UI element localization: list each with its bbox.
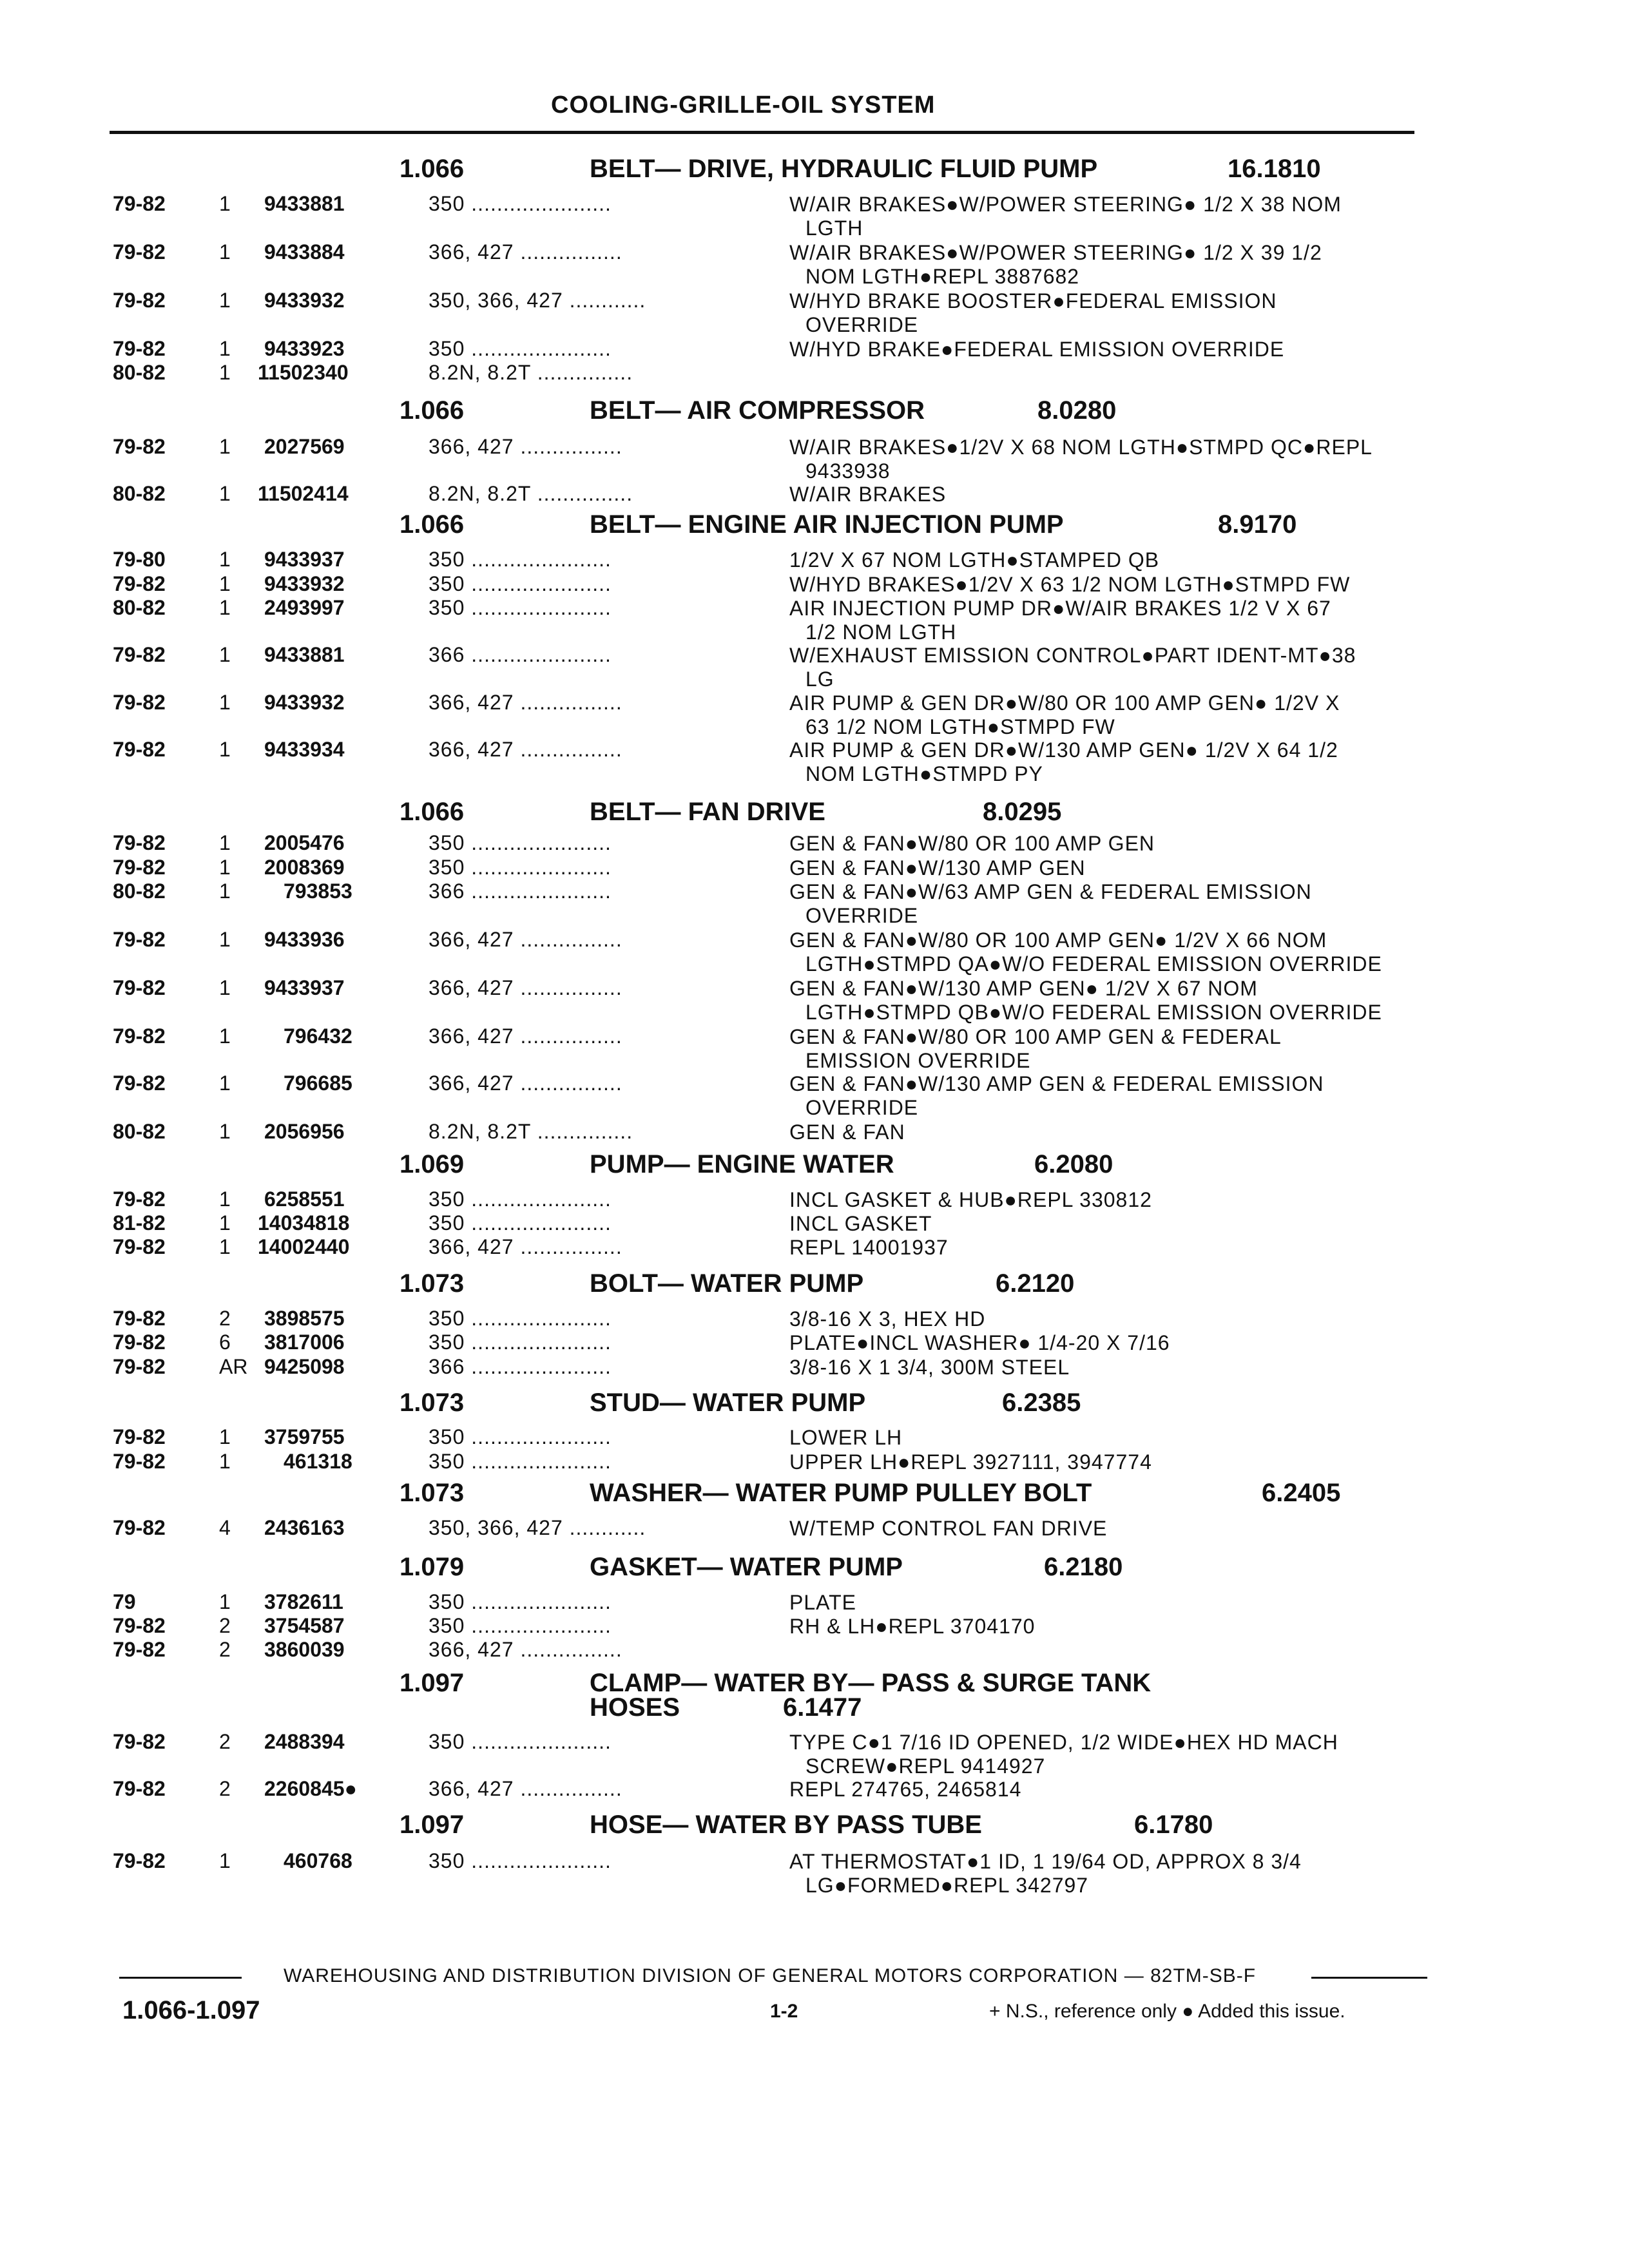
part-number: 2436163 xyxy=(264,1516,345,1539)
section-title: BELT— FAN DRIVE xyxy=(590,798,825,826)
engine-models: 350 ...................... xyxy=(429,192,612,215)
page-number: 1-2 xyxy=(770,2001,798,2022)
footer-rule-right xyxy=(1311,1977,1427,1979)
part-number: 14034818 xyxy=(258,1211,350,1235)
part-description: W/AIR BRAKES●W/POWER STEERING● 1/2 X 39 1/2 xyxy=(789,241,1322,264)
part-description-continued: NOM LGTH●REPL 3887682 xyxy=(805,265,1080,288)
engine-models: 366 ...................... xyxy=(429,1355,612,1378)
model-year: 79-82 xyxy=(113,1187,166,1211)
part-description: GEN & FAN●W/63 AMP GEN & FEDERAL EMISSION xyxy=(789,880,1312,903)
model-year: 79-82 xyxy=(113,1849,166,1872)
engine-models: 366, 427 ................ xyxy=(429,1638,622,1661)
part-description: W/AIR BRAKES xyxy=(789,483,947,506)
section-code: 1.079 xyxy=(400,1553,465,1581)
part-number: 9433881 xyxy=(264,192,345,215)
part-description-continued: 63 1/2 NOM LGTH●STMPD FW xyxy=(805,715,1115,738)
model-year: 79-82 xyxy=(113,435,166,458)
model-year: 79-82 xyxy=(113,1730,166,1753)
model-year: 80-82 xyxy=(113,482,166,505)
part-number: 3860039 xyxy=(264,1638,345,1661)
part-number: 460768 xyxy=(284,1849,352,1872)
part-description: AIR INJECTION PUMP DR●W/AIR BRAKES 1/2 V X 67 xyxy=(789,597,1331,620)
engine-models: 366, 427 ................ xyxy=(429,691,622,714)
part-description-continued: OVERRIDE xyxy=(805,904,919,927)
part-description: GEN & FAN●W/130 AMP GEN xyxy=(789,856,1086,879)
quantity: 2 xyxy=(219,1777,231,1800)
quantity: 2 xyxy=(219,1638,231,1661)
part-description: LOWER LH xyxy=(789,1426,903,1449)
engine-models: 350 ...................... xyxy=(429,856,612,879)
engine-models: 350 ...................... xyxy=(429,572,612,595)
quantity: 1 xyxy=(219,976,231,999)
section-title-continued: HOSES xyxy=(590,1693,680,1722)
part-number: 9433923 xyxy=(264,337,345,360)
section-title: STUD— WATER PUMP xyxy=(590,1389,866,1417)
part-description-continued: LG xyxy=(805,668,834,691)
model-year: 79-80 xyxy=(113,548,166,571)
part-description: PLATE xyxy=(789,1591,856,1614)
part-description: AIR PUMP & GEN DR●W/130 AMP GEN● 1/2V X 64 1/2 xyxy=(789,738,1338,762)
engine-models: 366 ...................... xyxy=(429,643,612,666)
section-code: 1.066 xyxy=(400,155,465,183)
model-year: 79-82 xyxy=(113,289,166,312)
quantity: 1 xyxy=(219,240,231,264)
footer-legend: + N.S., reference only ● Added this issue. xyxy=(989,2001,1345,2022)
part-description: W/HYD BRAKE BOOSTER●FEDERAL EMISSION xyxy=(789,289,1277,312)
model-year: 79-82 xyxy=(113,1450,166,1473)
part-description: GEN & FAN xyxy=(789,1120,905,1144)
part-description: UPPER LH●REPL 3927111, 3947774 xyxy=(789,1450,1152,1474)
section-title: WASHER— WATER PUMP PULLEY BOLT xyxy=(590,1479,1092,1507)
engine-models: 366, 427 ................ xyxy=(429,240,622,264)
engine-models: 350 ...................... xyxy=(429,548,612,571)
quantity: 1 xyxy=(219,928,231,951)
quantity: 1 xyxy=(219,1590,231,1613)
part-number: 2008369 xyxy=(264,856,345,879)
section-reference: 6.2405 xyxy=(1262,1479,1341,1507)
section-code: 1.073 xyxy=(400,1389,465,1417)
quantity: 1 xyxy=(219,337,231,360)
part-number: 9433936 xyxy=(264,928,345,951)
engine-models: 350 ...................... xyxy=(429,1614,612,1637)
quantity: 1 xyxy=(219,643,231,666)
section-reference: 6.2180 xyxy=(1044,1553,1123,1581)
part-number: 2005476 xyxy=(264,831,345,854)
part-description-continued: SCREW●REPL 9414927 xyxy=(805,1754,1046,1778)
model-year: 79-82 xyxy=(113,1777,166,1800)
engine-models: 350 ...................... xyxy=(429,1331,612,1354)
part-description: W/EXHAUST EMISSION CONTROL●PART IDENT-MT●38 xyxy=(789,644,1356,667)
model-year: 79-82 xyxy=(113,1425,166,1448)
part-description-continued: OVERRIDE xyxy=(805,313,919,336)
engine-models: 350 ...................... xyxy=(429,1307,612,1330)
part-description: PLATE●INCL WASHER● 1/4-20 X 7/16 xyxy=(789,1331,1170,1354)
part-number: 2493997 xyxy=(264,596,345,619)
part-number: 3782611 xyxy=(264,1590,343,1613)
part-number: 9433934 xyxy=(264,738,345,761)
part-description: 3/8-16 X 1 3/4, 300M STEEL xyxy=(789,1356,1070,1379)
section-reference: 6.1780 xyxy=(1134,1811,1213,1839)
part-description-continued: NOM LGTH●STMPD PY xyxy=(805,762,1043,785)
model-year: 79-82 xyxy=(113,1355,166,1378)
section-title: BELT— AIR COMPRESSOR xyxy=(590,396,925,425)
section-reference: 6.1477 xyxy=(783,1693,862,1722)
part-description-continued: LGTH xyxy=(805,216,863,240)
engine-models: 350 ...................... xyxy=(429,1211,612,1235)
model-year: 79-82 xyxy=(113,1235,166,1258)
quantity: 1 xyxy=(219,1072,231,1095)
part-number: 9433932 xyxy=(264,572,345,595)
part-number: 9425098 xyxy=(264,1355,345,1378)
engine-models: 366 ...................... xyxy=(429,879,612,903)
part-description: GEN & FAN●W/80 OR 100 AMP GEN & FEDERAL xyxy=(789,1025,1282,1048)
part-description: 3/8-16 X 3, HEX HD xyxy=(789,1307,986,1331)
part-description: W/AIR BRAKES●W/POWER STEERING● 1/2 X 38 NOM xyxy=(789,193,1342,216)
footer-division: WAREHOUSING AND DISTRIBUTION DIVISION OF GENERAL MOTORS CORPORATION — 82TM-SB-F xyxy=(284,1965,1257,1986)
section-code: 1.069 xyxy=(400,1150,465,1178)
section-code: 1.097 xyxy=(400,1669,465,1697)
part-description: W/HYD BRAKES●1/2V X 63 1/2 NOM LGTH●STMPD FW xyxy=(789,573,1351,596)
section-code: 1.066 xyxy=(400,798,465,826)
engine-models: 366, 427 ................ xyxy=(429,738,622,761)
model-year: 79-82 xyxy=(113,1024,166,1048)
section-reference: 8.9170 xyxy=(1218,510,1297,539)
section-code: 1.066 xyxy=(400,396,465,425)
part-description: INCL GASKET xyxy=(789,1212,932,1235)
part-number: 9433937 xyxy=(264,548,345,571)
part-number: 11502340 xyxy=(258,361,349,384)
part-description-continued: LG●FORMED●REPL 342797 xyxy=(805,1874,1089,1897)
part-number: 3817006 xyxy=(264,1331,345,1354)
part-description-continued: LGTH●STMPD QB●W/O FEDERAL EMISSION OVERRIDE xyxy=(805,1001,1382,1024)
part-number: 6258551 xyxy=(264,1187,345,1211)
section-code: 1.073 xyxy=(400,1269,465,1298)
model-year: 79-82 xyxy=(113,1072,166,1095)
part-number: 2027569 xyxy=(264,435,345,458)
section-title: PUMP— ENGINE WATER xyxy=(590,1150,894,1178)
engine-models: 366, 427 ................ xyxy=(429,1235,622,1258)
model-year: 79-82 xyxy=(113,928,166,951)
quantity: 4 xyxy=(219,1516,231,1539)
quantity: 1 xyxy=(219,831,231,854)
section-title: BELT— ENGINE AIR INJECTION PUMP xyxy=(590,510,1064,539)
part-number: 796685 xyxy=(284,1072,352,1095)
section-reference: 6.2080 xyxy=(1034,1150,1113,1178)
section-code: 1.066 xyxy=(400,510,465,539)
part-number: 14002440 xyxy=(258,1235,350,1258)
engine-models: 8.2N, 8.2T ............... xyxy=(429,1120,633,1143)
model-year: 79-82 xyxy=(113,192,166,215)
quantity: 2 xyxy=(219,1614,231,1637)
part-number: 2056956 xyxy=(264,1120,345,1143)
quantity: 2 xyxy=(219,1307,231,1330)
engine-models: 350 ...................... xyxy=(429,1425,612,1448)
part-description-continued: OVERRIDE xyxy=(805,1096,919,1119)
model-year: 79 xyxy=(113,1590,136,1613)
part-number: 2260845● xyxy=(264,1777,357,1800)
model-year: 79-82 xyxy=(113,831,166,854)
header-rule xyxy=(110,131,1414,134)
quantity: 1 xyxy=(219,1849,231,1872)
part-description: REPL 14001937 xyxy=(789,1236,949,1259)
engine-models: 366, 427 ................ xyxy=(429,1072,622,1095)
part-number: 9433932 xyxy=(264,289,345,312)
quantity: 1 xyxy=(219,1187,231,1211)
part-description: AT THERMOSTAT●1 ID, 1 19/64 OD, APPROX 8 3/4 xyxy=(789,1850,1302,1873)
model-year: 79-82 xyxy=(113,1516,166,1539)
part-description-continued: 9433938 xyxy=(805,459,891,483)
model-year: 79-82 xyxy=(113,856,166,879)
engine-models: 350 ...................... xyxy=(429,831,612,854)
model-year: 80-82 xyxy=(113,879,166,903)
engine-models: 350, 366, 427 ............ xyxy=(429,289,646,312)
quantity: 1 xyxy=(219,548,231,571)
engine-models: 350 ...................... xyxy=(429,337,612,360)
footer-index-range: 1.066-1.097 xyxy=(122,1996,260,2024)
part-description: RH & LH●REPL 3704170 xyxy=(789,1615,1036,1638)
part-number: 11502414 xyxy=(258,482,349,505)
part-number: 9433881 xyxy=(264,643,345,666)
model-year: 80-82 xyxy=(113,361,166,384)
engine-models: 366, 427 ................ xyxy=(429,928,622,951)
footer-rule-left xyxy=(119,1977,242,1979)
section-reference: 8.0295 xyxy=(983,798,1062,826)
part-description: GEN & FAN●W/80 OR 100 AMP GEN xyxy=(789,832,1155,855)
quantity: 1 xyxy=(219,1120,231,1143)
page-title: COOLING-GRILLE-OIL SYSTEM xyxy=(551,91,936,119)
part-description: 1/2V X 67 NOM LGTH●STAMPED QB xyxy=(789,548,1160,572)
part-description: W/TEMP CONTROL FAN DRIVE xyxy=(789,1517,1108,1540)
engine-models: 366, 427 ................ xyxy=(429,1777,622,1800)
quantity: 1 xyxy=(219,738,231,761)
engine-models: 350 ...................... xyxy=(429,1450,612,1473)
part-description: AIR PUMP & GEN DR●W/80 OR 100 AMP GEN● 1/2V X xyxy=(789,691,1340,715)
part-number: 2488394 xyxy=(264,1730,345,1753)
quantity: 1 xyxy=(219,856,231,879)
part-description: TYPE C●1 7/16 ID OPENED, 1/2 WIDE●HEX HD MACH xyxy=(789,1731,1338,1754)
quantity: 1 xyxy=(219,361,231,384)
quantity: 1 xyxy=(219,289,231,312)
engine-models: 366, 427 ................ xyxy=(429,1024,622,1048)
part-number: 796432 xyxy=(284,1024,352,1048)
engine-models: 350 ...................... xyxy=(429,1187,612,1211)
model-year: 79-82 xyxy=(113,738,166,761)
part-description: INCL GASKET & HUB●REPL 330812 xyxy=(789,1188,1152,1211)
part-number: 461318 xyxy=(284,1450,352,1473)
part-description-continued: LGTH●STMPD QA●W/O FEDERAL EMISSION OVERRIDE xyxy=(805,952,1382,975)
section-reference: 8.0280 xyxy=(1037,396,1117,425)
part-description: REPL 274765, 2465814 xyxy=(789,1778,1022,1801)
quantity: 1 xyxy=(219,1425,231,1448)
part-number: 9433932 xyxy=(264,691,345,714)
quantity: 1 xyxy=(219,1211,231,1235)
model-year: 79-82 xyxy=(113,240,166,264)
quantity: 1 xyxy=(219,691,231,714)
quantity: 1 xyxy=(219,572,231,595)
section-reference: 6.2120 xyxy=(996,1269,1075,1298)
model-year: 81-82 xyxy=(113,1211,166,1235)
engine-models: 350 ...................... xyxy=(429,596,612,619)
engine-models: 366, 427 ................ xyxy=(429,435,622,458)
section-title: CLAMP— WATER BY— PASS & SURGE TANK xyxy=(590,1669,1152,1697)
quantity: 1 xyxy=(219,596,231,619)
engine-models: 350 ...................... xyxy=(429,1849,612,1872)
part-description-continued: EMISSION OVERRIDE xyxy=(805,1049,1031,1072)
quantity: 6 xyxy=(219,1331,231,1354)
model-year: 79-82 xyxy=(113,691,166,714)
part-description: GEN & FAN●W/130 AMP GEN● 1/2V X 67 NOM xyxy=(789,977,1258,1000)
engine-models: 366, 427 ................ xyxy=(429,976,622,999)
part-number: 9433884 xyxy=(264,240,345,264)
model-year: 79-82 xyxy=(113,1638,166,1661)
part-number: 3898575 xyxy=(264,1307,345,1330)
model-year: 79-82 xyxy=(113,976,166,999)
section-reference: 16.1810 xyxy=(1228,155,1321,183)
quantity: 1 xyxy=(219,1450,231,1473)
engine-models: 350 ...................... xyxy=(429,1730,612,1753)
part-number: 793853 xyxy=(284,879,352,903)
section-title: BOLT— WATER PUMP xyxy=(590,1269,864,1298)
quantity: 1 xyxy=(219,1024,231,1048)
part-number: 3759755 xyxy=(264,1425,345,1448)
model-year: 79-82 xyxy=(113,1307,166,1330)
section-code: 1.097 xyxy=(400,1811,465,1839)
engine-models: 8.2N, 8.2T ............... xyxy=(429,482,633,505)
quantity: 1 xyxy=(219,435,231,458)
model-year: 79-82 xyxy=(113,1331,166,1354)
model-year: 80-82 xyxy=(113,1120,166,1143)
section-title: GASKET— WATER PUMP xyxy=(590,1553,903,1581)
part-description: W/HYD BRAKE●FEDERAL EMISSION OVERRIDE xyxy=(789,338,1285,361)
section-reference: 6.2385 xyxy=(1002,1389,1081,1417)
part-description-continued: 1/2 NOM LGTH xyxy=(805,620,957,644)
quantity: 1 xyxy=(219,192,231,215)
quantity: 2 xyxy=(219,1730,231,1753)
part-description: GEN & FAN●W/80 OR 100 AMP GEN● 1/2V X 66 NOM xyxy=(789,928,1327,952)
section-title: BELT— DRIVE, HYDRAULIC FLUID PUMP xyxy=(590,155,1098,183)
section-title: HOSE— WATER BY PASS TUBE xyxy=(590,1811,982,1839)
model-year: 79-82 xyxy=(113,1614,166,1637)
engine-models: 350, 366, 427 ............ xyxy=(429,1516,646,1539)
model-year: 79-82 xyxy=(113,572,166,595)
engine-models: 8.2N, 8.2T ............... xyxy=(429,361,633,384)
engine-models: 350 ...................... xyxy=(429,1590,612,1613)
model-year: 80-82 xyxy=(113,596,166,619)
quantity: 1 xyxy=(219,1235,231,1258)
quantity: 1 xyxy=(219,879,231,903)
quantity: 1 xyxy=(219,482,231,505)
part-description: GEN & FAN●W/130 AMP GEN & FEDERAL EMISSION xyxy=(789,1072,1324,1095)
section-code: 1.073 xyxy=(400,1479,465,1507)
model-year: 79-82 xyxy=(113,337,166,360)
model-year: 79-82 xyxy=(113,643,166,666)
part-number: 9433937 xyxy=(264,976,345,999)
quantity: AR xyxy=(219,1355,248,1378)
part-description: W/AIR BRAKES●1/2V X 68 NOM LGTH●STMPD QC●REPL xyxy=(789,436,1373,459)
part-number: 3754587 xyxy=(264,1614,345,1637)
